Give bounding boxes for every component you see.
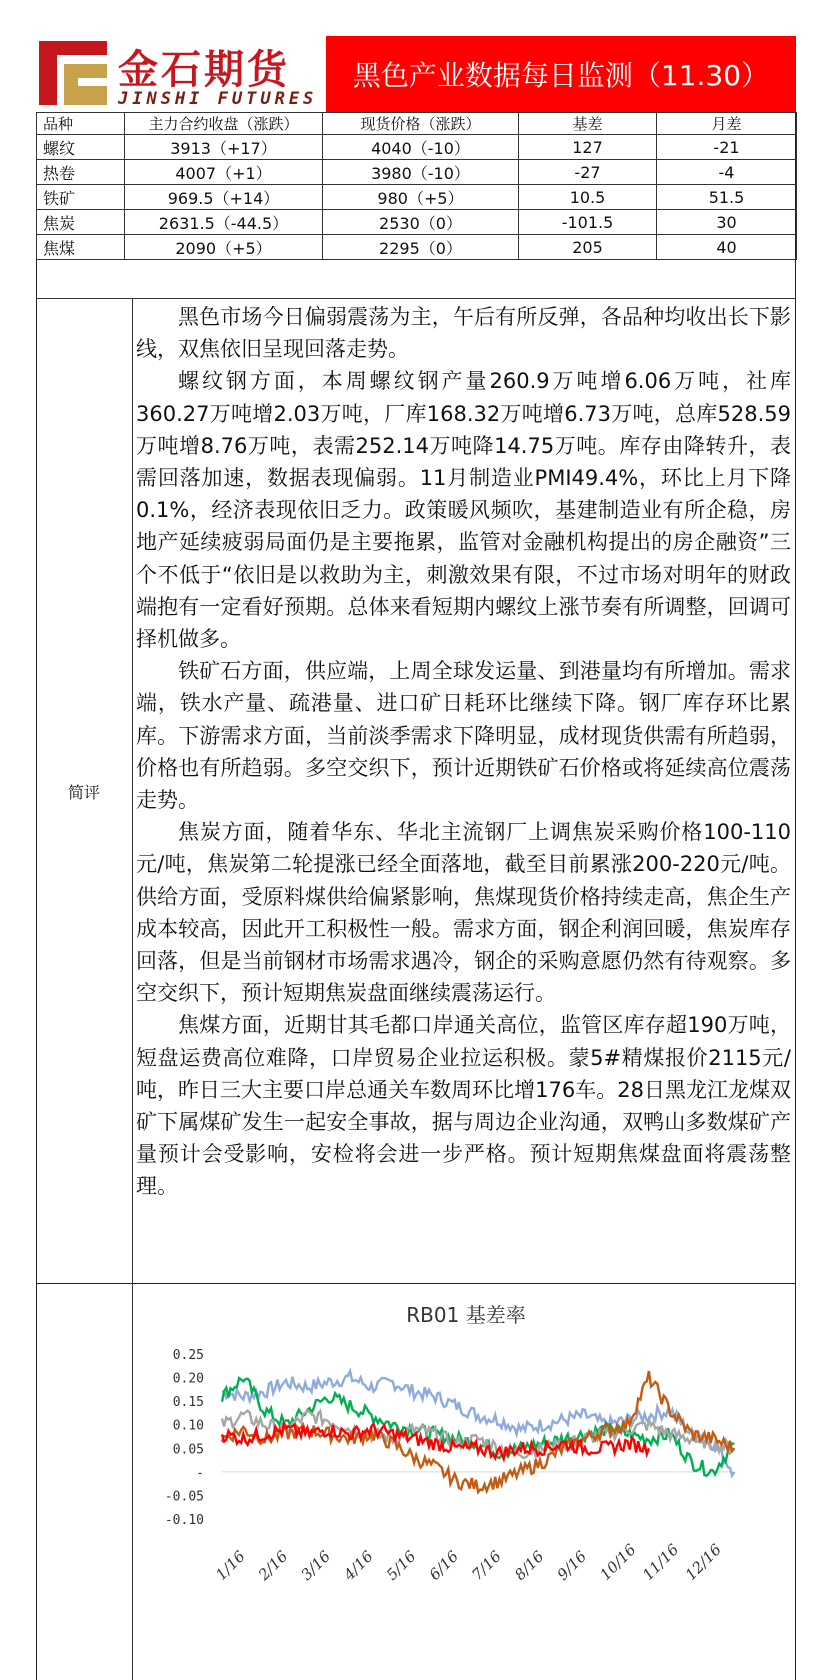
y-tick-label: 0.25 [172,1348,204,1363]
logo [36,36,326,112]
table-cell: -101.5 [519,210,657,235]
table-cell: 热卷 [37,160,125,185]
chart-section [36,1284,796,1680]
table-header-cell: 品种 [37,113,125,135]
logo-text-en: JINSHI FUTURES [118,89,318,109]
table-cell: 980（+5） [323,185,519,210]
table-cell: 4040（-10） [323,135,519,160]
table-cell: 2295（0） [323,235,519,260]
x-tick-label: 12/16 [681,1540,725,1584]
table-cell: 焦炭 [37,210,125,235]
chart-title: RB01 基差率 [406,1303,526,1327]
table-header-cell: 现货价格（涨跌） [323,113,519,135]
table-cell: 3980（-10） [323,160,519,185]
y-tick-label: -0.10 [164,1513,204,1528]
table-row [37,210,797,235]
logo-mark-icon [36,36,112,112]
x-tick-label: 10/16 [596,1540,640,1584]
table-cell: 铁矿 [37,185,125,210]
x-axis [212,1540,725,1584]
table-cell: -21 [657,135,797,160]
x-tick-label: 11/16 [638,1540,683,1584]
table-cell: 51.5 [657,185,797,210]
series-group [222,1371,734,1492]
table-cell: 969.5（+14） [125,185,323,210]
table-cell: 3913（+17） [125,135,323,160]
table-row [37,135,797,160]
table-cell: 2631.5（-44.5） [125,210,323,235]
table-cell: -27 [519,160,657,185]
table-cell: 30 [657,210,797,235]
x-tick-label: 9/16 [553,1547,591,1584]
y-tick-label: -0.05 [164,1489,204,1505]
comment-section [36,298,796,1284]
y-tick-label: 0.10 [172,1418,204,1434]
report-title: 黑色产业数据每日监测（11.30） [326,36,796,112]
table-cell: 2530（0） [323,210,519,235]
comment-body [136,301,791,1203]
table-cell: 螺纹 [37,135,125,160]
y-tick-label: 0.20 [172,1371,204,1387]
comment-paragraph: 螺纹钢方面，本周螺纹钢产量260.9万吨增6.06万吨，社库360.27万吨增2.03万吨，厂库168.32万吨增6.73万吨，总库528.59万吨增8.76万吨，表需252.14万吨降14.75万吨。库存由降转升，表需回落加速，数据表现偏弱。11月制造业PMI49.4%，环比上月下降0.1%，经济表现依旧乏力。政策暖风频吹，基建制造业有所企稳，房地产延续疲弱局面仍是主要拖累，监管对金融机构提出的房企融资”三个不低于“依旧是以救助为主，刺激效果有限，不过市场对明年的财政端抱有一定看好预期。总体来看短期内螺纹上涨节奏有所调整，回调可择机做多。 [136,369,791,652]
table-cell: 4007（+1） [125,160,323,185]
basis-rate-chart [132,1284,796,1680]
x-tick-label: 8/16 [510,1547,548,1584]
table-cell: 40 [657,235,797,260]
table-header-cell: 月差 [657,113,797,135]
table-header-cell: 基差 [519,113,657,135]
data-table [36,112,797,260]
y-tick-label: 0.05 [172,1442,204,1458]
y-tick-label: 0.15 [172,1395,204,1411]
comment-paragraph: 黑色市场今日偏弱震荡为主，午后有所反弹，各品种均收出长下影线，双焦依旧呈现回落走势。 [136,305,791,362]
logo-text-cn: 金石期货 [118,47,290,93]
x-tick-label: 4/16 [340,1547,377,1584]
table-cell: 2090（+5） [125,235,323,260]
table-cell: 焦煤 [37,235,125,260]
y-tick-label: - [196,1465,204,1481]
x-tick-label: 6/16 [425,1547,463,1584]
x-tick-label: 3/16 [297,1547,335,1584]
x-tick-label: 7/16 [468,1547,505,1584]
chart-label-cell [36,1284,133,1680]
table-cell: 10.5 [519,185,657,210]
comment-paragraph: 焦炭方面，随着华东、华北主流钢厂上调焦炭采购价格100-110元/吨，焦炭第二轮提涨已经全面落地，截至目前累涨200-220元/吨。供给方面，受原料煤供给偏紧影响，焦煤现货价格持续走高，焦企生产成本较高，因此开工积极性一般。需求方面，钢企利润回暖，焦炭库存回落，但是当前钢材市场需求遇冷，钢企的采购意愿仍然有待观察。多空交织下，预计短期焦炭盘面继续震荡运行。 [136,820,791,1006]
table-header-row [37,113,797,135]
table-row [37,185,797,210]
x-tick-label: 5/16 [382,1547,420,1584]
table-cell: 127 [519,135,657,160]
table-header-cell: 主力合约收盘（涨跌） [125,113,323,135]
table-row [37,160,797,185]
comment-paragraph: 焦煤方面，近期甘其毛都口岸通关高位，监管区库存超190万吨，短盘运费高位难降，口岸贸易企业拉运积极。蒙5#精煤报价2115元/吨，昨日三大主要口岸总通关车数周环比增176车。28日黑龙江龙煤双矿下属煤矿发生一起安全事故，据与周边企业沟通，双鸭山多数煤矿产量预计会受影响，安检将会进一步严格。预计短期焦煤盘面将震荡整理。 [136,1013,791,1199]
header [36,36,796,112]
comment-label: 简评 [36,299,133,1283]
table-cell: 205 [519,235,657,260]
table-cell: -4 [657,160,797,185]
table-row [37,235,797,260]
x-tick-label: 1/16 [212,1547,249,1584]
comment-paragraph: 铁矿石方面，供应端，上周全球发运量、到港量均有所增加。需求端，铁水产量、疏港量、进口矿日耗环比继续下降。钢厂库存环比累库。下游需求方面，当前淡季需求下降明显，成材现货供需有所趋弱，价格也有所趋弱。多空交织下，预计近期铁矿石价格或将延续高位震荡走势。 [136,659,791,813]
x-tick-label: 2/16 [254,1547,292,1584]
